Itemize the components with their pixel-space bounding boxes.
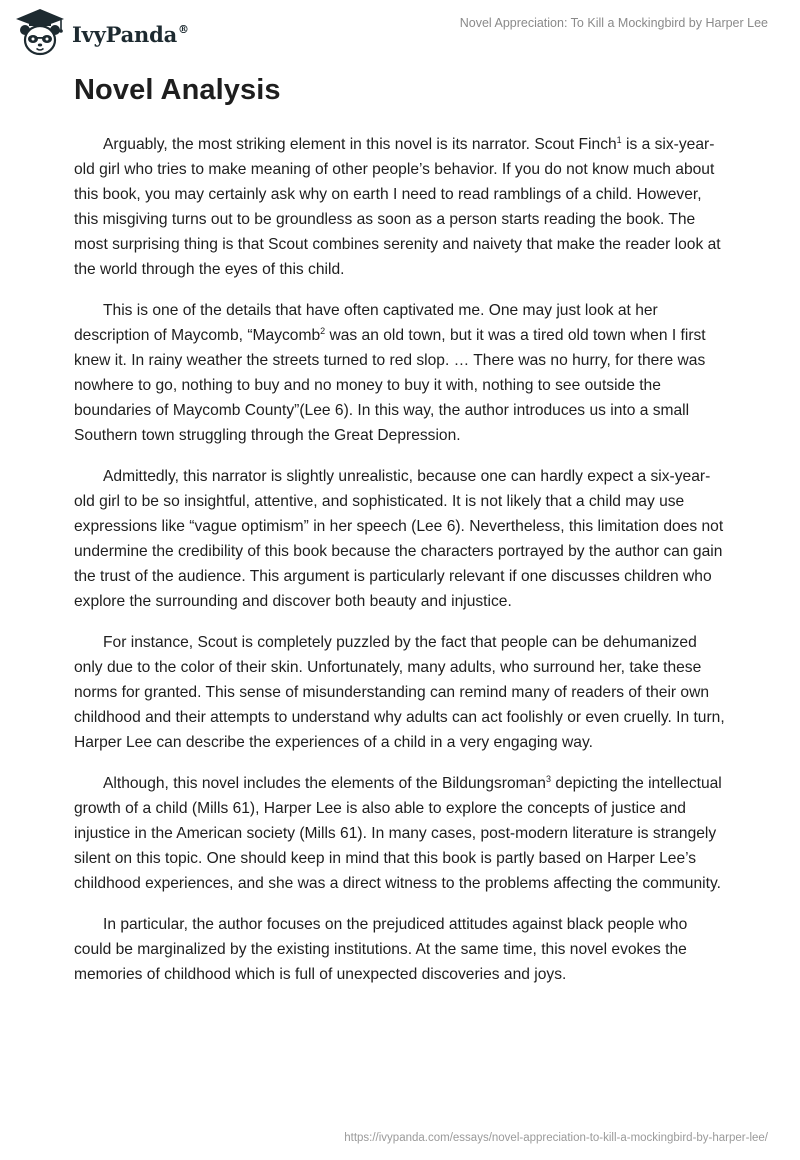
panda-graduation-cap-icon [12, 6, 68, 58]
footnote-ref[interactable]: 3 [545, 774, 551, 784]
source-url[interactable]: https://ivypanda.com/essays/novel-appreciation-to-kill-a-mockingbird-by-harper-lee/ [344, 1132, 768, 1144]
paragraph: In particular, the author focuses on the prejudiced attitudes against black people who could be marginalized by the existing institutions. At the same time, this novel evokes the memories of childhood which is full of unexpected discoveries and joys. [74, 916, 688, 983]
essay-body [74, 132, 728, 1003]
paragraph: This is one of the details that have often captivated me. One may just look at her description of Maycomb, “Maycomb$^2$ was an old town, but it was a tired old town when I first knew it. In rainy weather the streets turned to red slop. … There was no hurry, for there was nowhere to go, nothing to buy and no money to buy it with, nothing to see outside the boundaries of Maycomb County”(Lee 6). In this way, the author introduces us into a small Southern town struggling through the Great Depression. [74, 302, 706, 444]
logo-text: IvyPanda® [72, 21, 189, 47]
paragraph: Although, this novel includes the elements of the Bildungsroman$^3$ depicting the intellectual growth of a child (Mills 61), Harper Lee is also able to explore the concepts of justice and injustice in the American society (Mills 61). In many cases, post-modern literature is strangely silent on this topic. One should keep in mind that this book is partly based on Harper Lee’s childhood experiences, and she was a direct witness to the problems affecting the community. [74, 774, 722, 892]
footnote-ref[interactable]: 1 [616, 135, 622, 145]
logo[interactable] [12, 6, 189, 58]
document-title: Novel Appreciation: To Kill a Mockingbird by Harper Lee [459, 16, 768, 30]
footnote-ref[interactable]: 2 [320, 326, 326, 336]
page-title: Novel Analysis [74, 74, 281, 106]
page-header [0, 0, 800, 64]
paragraph: For instance, Scout is completely puzzled by the fact that people can be dehumanized only due to the color of their skin. Unfortunately, many adults, who surround her, take these norms for granted. This sense of misunderstanding can remind many of readers of their own childhood and their attempts to understand why adults can act foolishly or even cruelly. In turn, Harper Lee can describe the experiences of a child in a very engaging way. [74, 634, 725, 751]
paragraph: Arguably, the most striking element in this novel is its narrator. Scout Finch$^1$ is a six-year-old girl who tries to make meaning of other people’s behavior. If you do not know much about this book, you may certainly ask why on earth I need to read ramblings of a child. However, this misgiving turns out to be groundless as soon as a person starts reading the book. The most surprising thing is that Scout combines serenity and naivety that make the reader look at the world through the eyes of this child. [74, 135, 721, 278]
paragraph: Admittedly, this narrator is slightly unrealistic, because one can hardly expect a six-year-old girl to be so insightful, attentive, and sophisticated. It is not likely that a child may use expressions like “vague optimism” in her speech (Lee 6). Nevertheless, this limitation does not undermine the credibility of this book because the characters portrayed by the author can gain the trust of the audience. This argument is particularly relevant if one discusses children who explore the surrounding and discover both beauty and injustice. [74, 468, 724, 610]
